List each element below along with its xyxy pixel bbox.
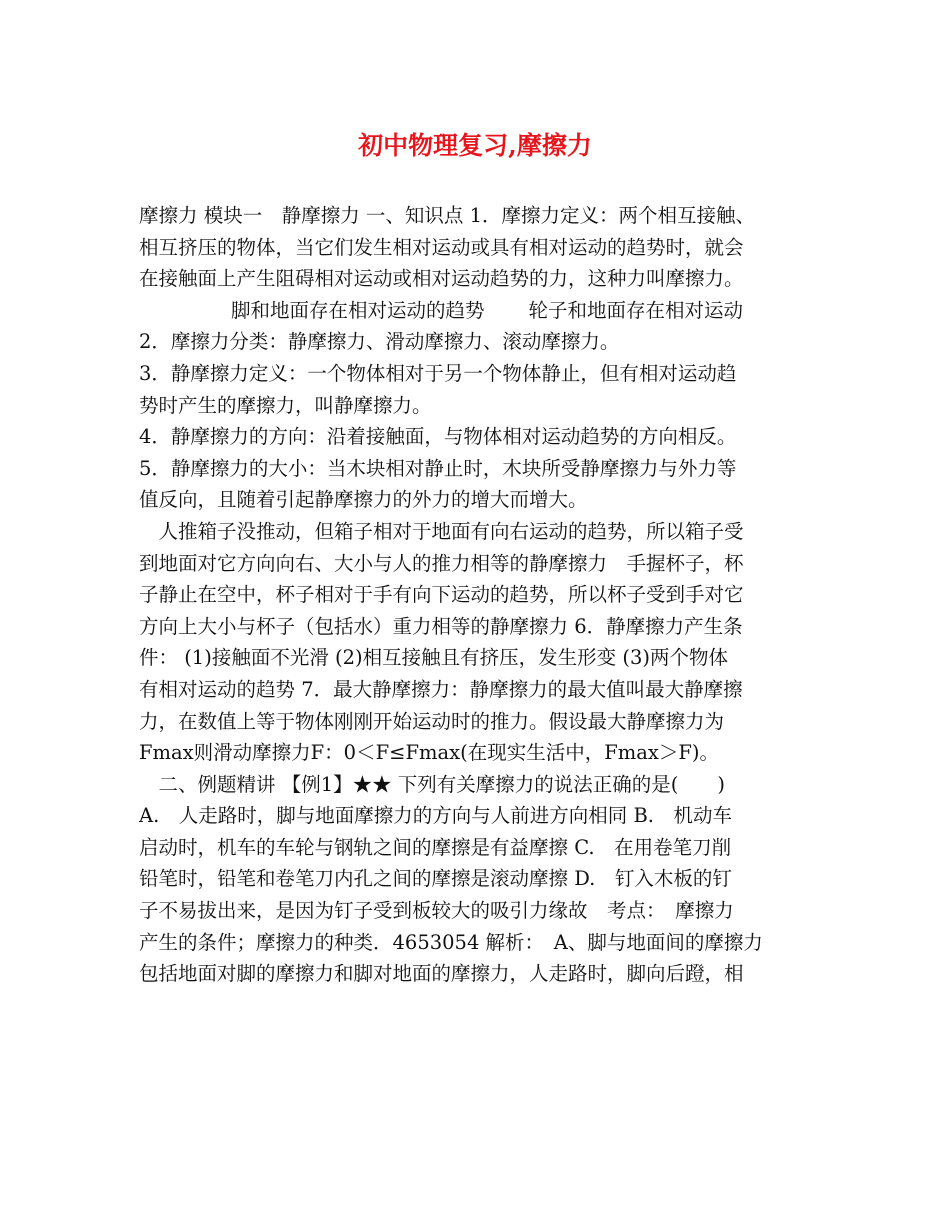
body-line: 4．静摩擦力的方向：沿着接触面，与物体相对运动趋势的方向相反。 [139,425,737,449]
body-line: 力，在数值上等于物体刚刚开始运动时的推力。假设最大静摩擦力为 [139,709,725,733]
body-line: 到地面对它方向向右、大小与人的推力相等的静摩擦力 手握杯子，杯 [139,551,744,575]
body-line: 值反向，且随着引起静摩擦力的外力的增大而增大。 [139,488,588,512]
document-title: 初中物理复习,摩擦力 [358,131,592,160]
document-body [139,200,829,990]
body-line: 包括地面对脚的摩擦力和脚对地面的摩擦力，人走路时，脚向后蹬，相 [139,962,744,986]
body-line: A. 人走路时，脚与地面摩擦力的方向与人前进方向相同 B. 机动车 [139,804,733,828]
body-line: 3．静摩擦力定义：一个物体相对于另一个物体静止，但有相对运动趋 [139,361,737,385]
caption-left: 脚和地面存在相对运动的趋势 [231,298,485,322]
body-line: 在接触面上产生阻碍相对运动或相对运动趋势的力，这种力叫摩擦力。 [139,267,744,291]
body-line: 子不易拔出来，是因为钉子受到板较大的吸引力缘故 考点： 摩擦力 [139,899,734,923]
body-line: 铅笔时，铅笔和卷笔刀内孔之间的摩擦是滚动摩擦 D. 钉入木板的钉 [139,867,732,891]
body-line: 产生的条件；摩擦力的种类．4653054 解析： A、脚与地面间的摩擦力 [139,930,763,954]
body-line: 人推箱子没推动，但箱子相对于地面有向右运动的趋势，所以箱子受 [139,519,744,543]
body-line: 方向上大小与杯子（包括水）重力相等的静摩擦力 6．静摩擦力产生条 [139,614,743,638]
body-line: 启动时，机车的车轮与钢轨之间的摩擦是有益摩擦 C. 在用卷笔刀削 [139,835,732,859]
body-line: 5．静摩擦力的大小：当木块相对静止时，木块所受静摩擦力与外力等 [139,456,737,480]
body-line: 子静止在空中，杯子相对于手有向下运动的趋势，所以杯子受到手对它 [139,583,744,607]
body-line: 件： (1)接触面不光滑 (2)相互接触且有挤压，发生形变 (3)两个物体 [139,646,728,670]
body-line: 2．摩擦力分类：静摩擦力、滑动摩擦力、滚动摩擦力。 [139,330,620,354]
caption-right: 轮子和地面存在相对运动 [528,298,744,322]
body-line: 有相对运动的趋势 7．最大静摩擦力：静摩擦力的最大值叫最大静摩擦 [139,677,743,701]
body-line: 相互挤压的物体，当它们发生相对运动或具有相对运动的趋势时，就会 [139,235,744,259]
body-line: 摩擦力 模块一 静摩擦力 一、知识点 1．摩擦力定义：两个相互接触、 [139,204,756,227]
body-line: 二、例题精讲 【例1】★★ 下列有关摩擦力的说法正确的是( ) [139,772,726,796]
figure-captions [139,295,829,327]
body-line: 势时产生的摩擦力，叫静摩擦力。 [139,393,432,417]
body-line: Fmax则滑动摩擦力F：0＜F≤Fmax(在现实生活中，Fmax＞F)。 [139,741,719,765]
